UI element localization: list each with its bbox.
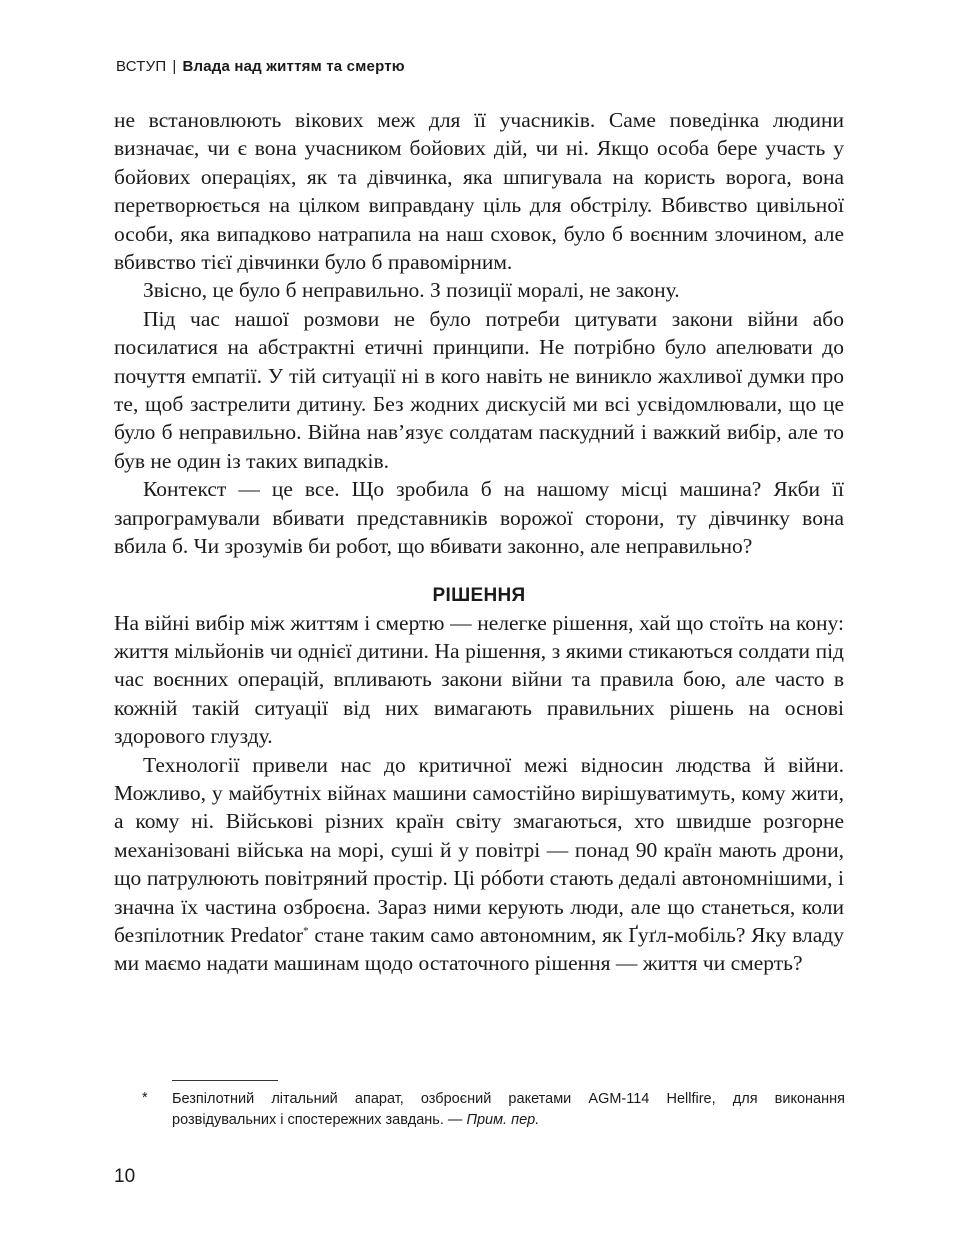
paragraph-5: На війні вибір між життям і смертю — нелегке рішення, хай що стоїть на кону: життя мільйонів чи однієї дитини. На рішення, з якими стикаються солдати під час воєнних операцій, впливають закони війни та правила бою, але часто в кожній такій ситуації від них вимагають правильних рішень на основі здорового глузду. bbox=[114, 610, 844, 749]
footnote-text: Безпілотний літальний апарат, озброєний ракетами AGM-114 Hellfire, для виконання розвідувальних і спостережних завдань. — bbox=[172, 1091, 845, 1128]
paragraph-4: Контекст — це все. Що зробила б на нашому місці машина? Якби її запрограмували вбивати представників ворожої сторони, ту дівчинку вона вбила б. Чи зрозумів би робот, що вбивати законно, але неправильно? bbox=[114, 477, 844, 559]
paragraph-3: Під час нашої розмови не було потреби цитувати закони війни або посилатися на абстрактні етичні принципи. Не потрібно було апелювати до почуття емпатії. У тій ситуації ні в кого навіть не виникло жахливої думки про те, щоб застрелити дитину. Без жодних дискусій ми всі усвідомлювали, що це було б неправильно. Війна нав’язує солдатам паскудний і важкий вибір, але то був не один із таких випадків. bbox=[114, 306, 844, 473]
footnote-divider bbox=[172, 1080, 278, 1081]
footnote-mark: * bbox=[142, 1090, 148, 1106]
paragraph-2: Звісно, це було б неправильно. З позиції моралі, не закону. bbox=[143, 278, 680, 303]
running-header bbox=[116, 58, 405, 75]
footnote-reference: * bbox=[303, 924, 309, 937]
paragraph-1: не встановлюють вікових меж для її учасників. Саме поведінка людини визначає, чи є вона учасником бойових дій, чи ні. Якщо особа бере участь у бойових операціях, як та дівчинка, яка шпигувала на користь ворога, вона перетворюється на цілком виправдану ціль для обстрілу. Вбивство цивільної особи, яка випадково натрапила на наш сховок, було б воєнним злочином, але вбивство тієї дівчинки було б правомірним. bbox=[114, 108, 844, 275]
header-separator: | bbox=[172, 58, 177, 75]
paragraph-6-text-before: Технології привели нас до критичної межі відносин людства й війни. Можливо, у майбутніх війнах машини самостійно вирішуватимуть, кому жити, а кому ні. Військові різних країн світу змагаються, хто швидше розгорне механізовані війська на морі, суші й у повітрі — понад 90 країн мають дрони, що патрулюють повітряний простір. Ці рóботи стають дедалі автономнішими, і значна їх частина озброєна. Зараз ними керують люди, але що станеться, коли безпілотник Predator bbox=[114, 752, 844, 947]
paragraph-6-text-after: стане таким само автономним, як Ґуґл-мобіль? Яку владу ми маємо надати машинам щодо остаточного рішення — життя чи смерть? bbox=[114, 922, 844, 976]
section-heading: РІШЕННЯ bbox=[432, 584, 526, 606]
page-number: 10 bbox=[114, 1166, 136, 1187]
footnote bbox=[172, 1089, 845, 1131]
main-text bbox=[114, 106, 844, 978]
header-chapter-title: Влада над життям та смертю bbox=[182, 58, 405, 75]
paragraph-6 bbox=[114, 751, 844, 978]
header-section: ВСТУП bbox=[116, 58, 167, 75]
footnote-translator-note: Прим. пер. bbox=[466, 1112, 540, 1128]
